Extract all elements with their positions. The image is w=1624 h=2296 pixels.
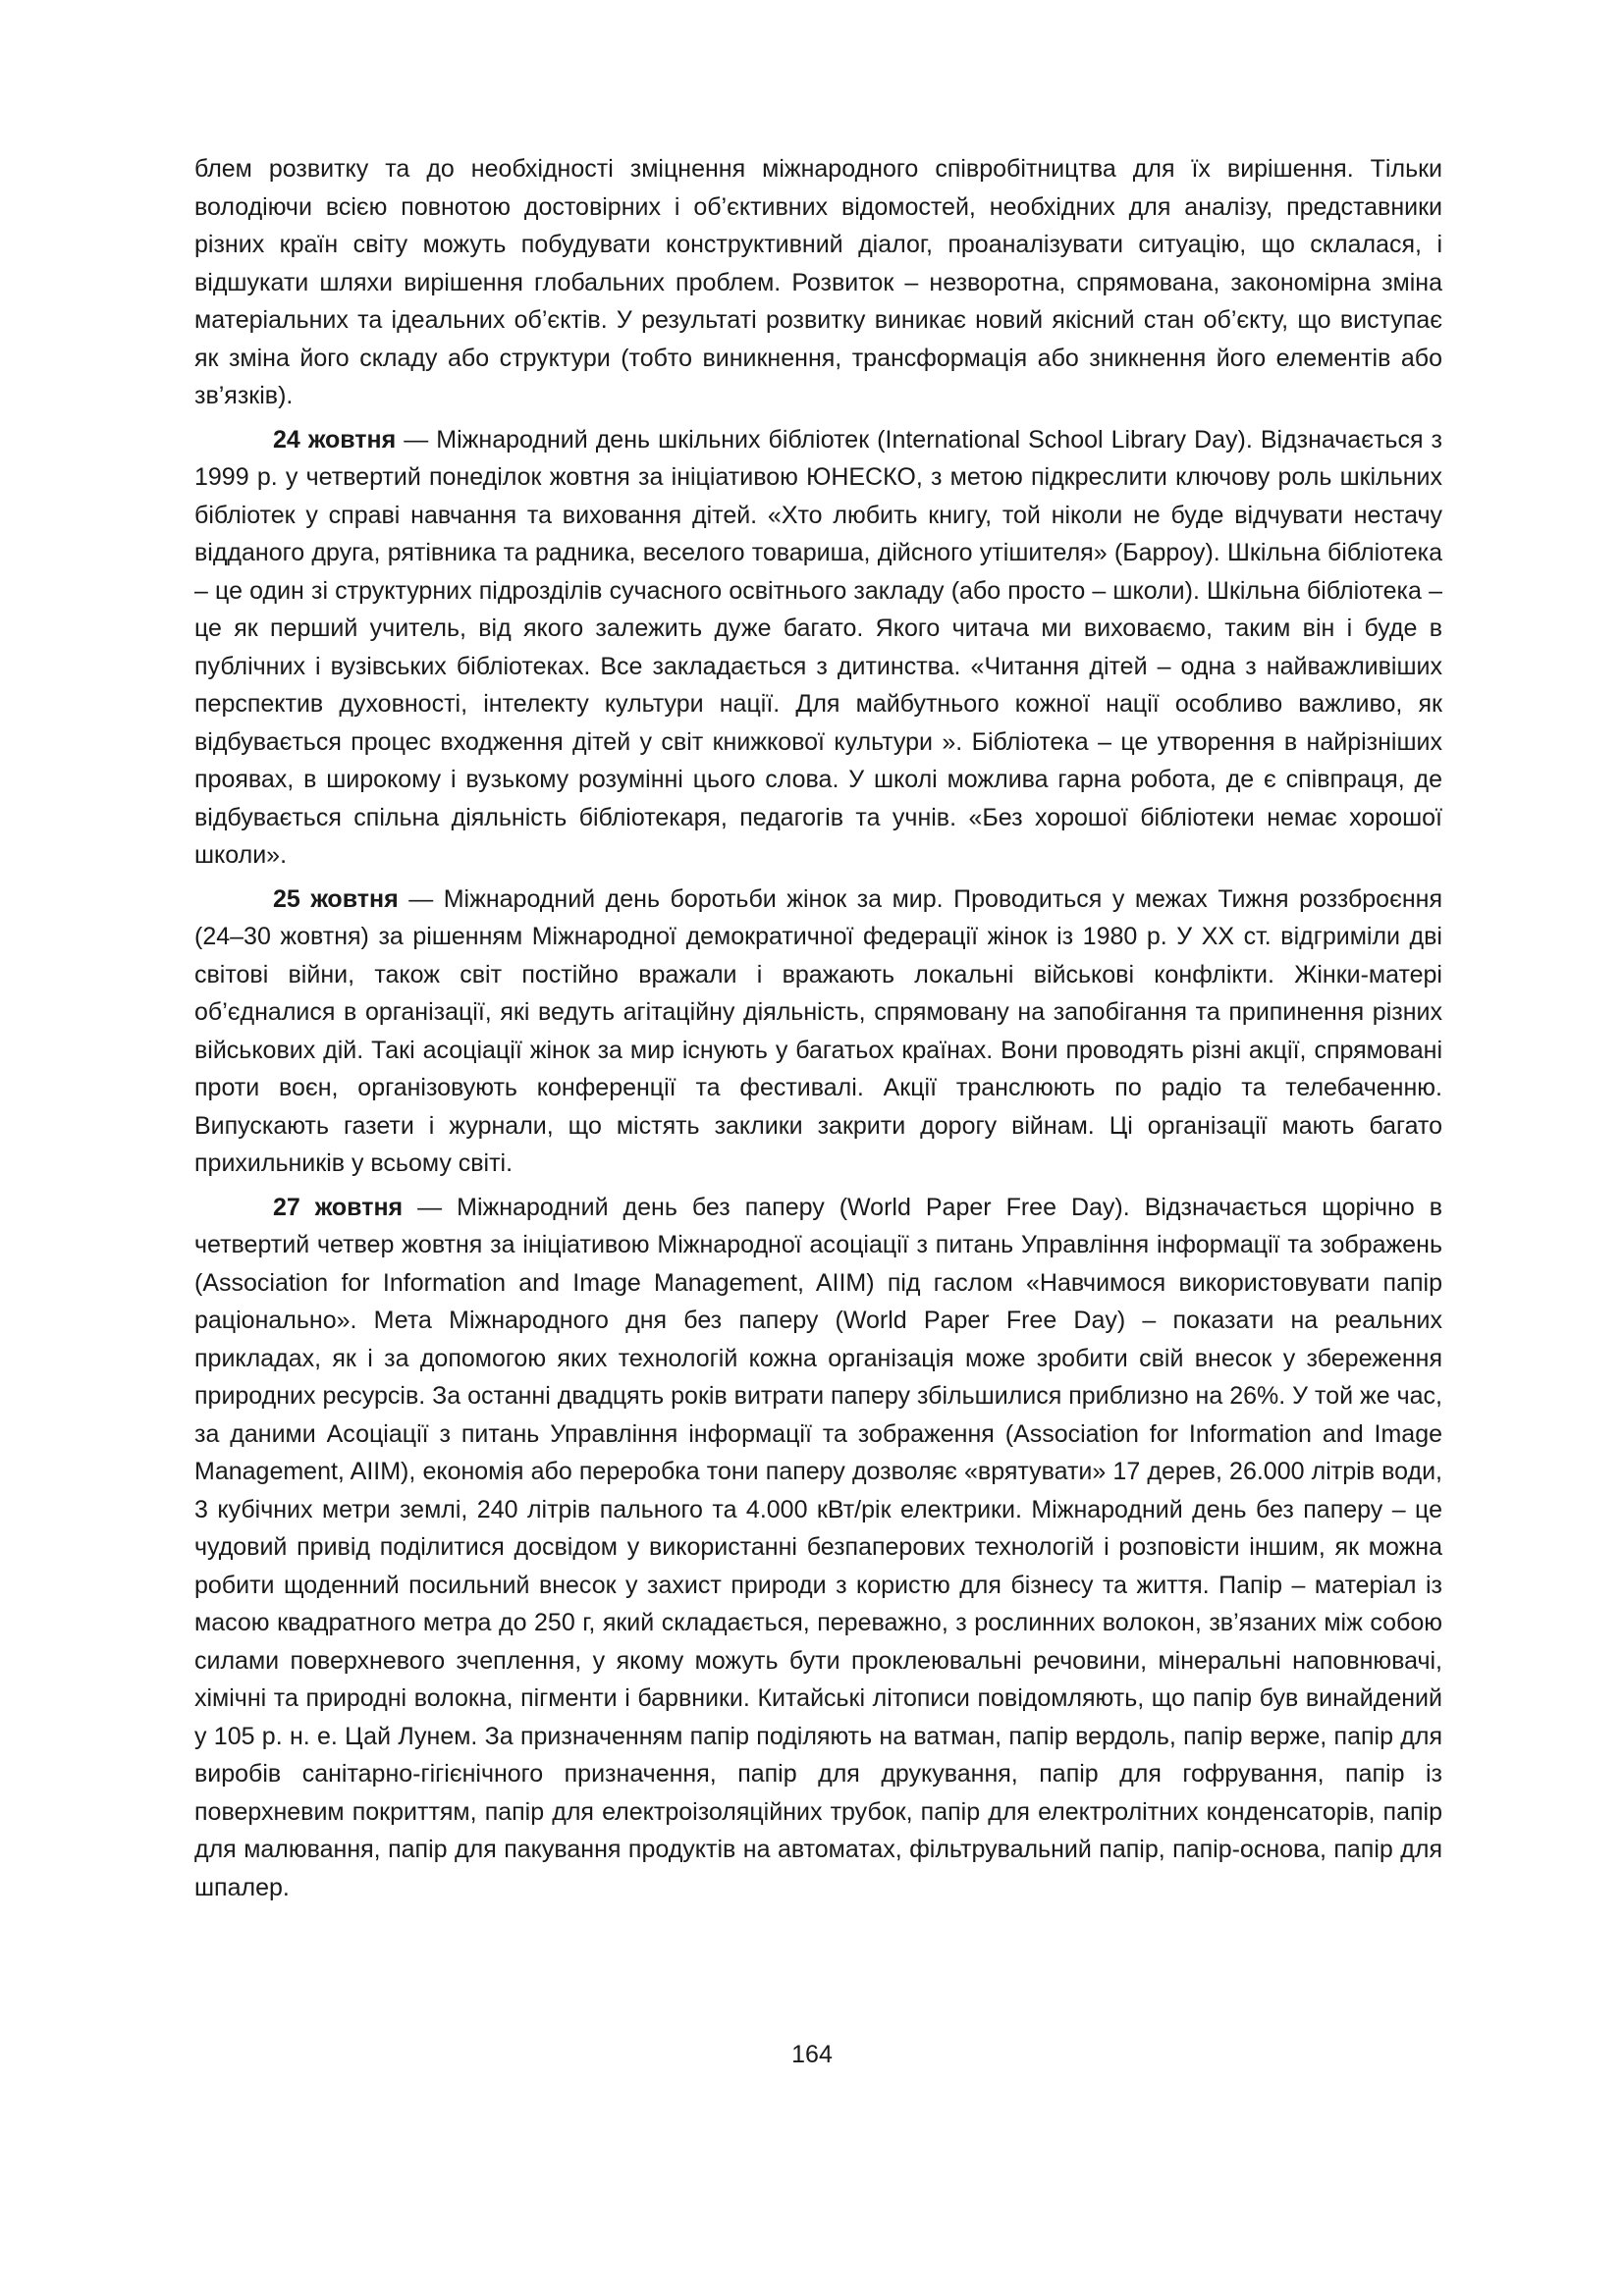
page-number: 164	[791, 2041, 833, 2068]
paragraph-text: — Міжнародний день боротьби жінок за мир. Проводиться у межах Тижня роззброєння (24–30 жовтня) за рішенням Міжнародної демократичної федерації жінок із 1980 р. У XX ст. відгриміли дві світові війни, також світ постійно вражали і вражають локальні військові конфлікти. Жінки-матері об’єдналися в організації, які ведуть агітаційну діяльність, спрямовану на запобігання та припинення різних військових дій. Такі асоціації жінок за мир існують у багатьох країнах. Вони проводять різні акції, спрямовані проти воєн, організовують конференції та фестивалі. Акції транслюють по радіо та телебаченню. Випускають газети і журнали, що містять заклики закрити дорогу війнам. Ці організації мають багато прихильників у всьому світі.	[194, 884, 1442, 1177]
paragraph-oct-25	[194, 881, 1442, 1183]
paragraph-text: блем розвитку та до необхідності зміцнення міжнародного співробітництва для їх вирішення. Тільки володіючи всією повнотою достовірних і об’єктивних відомостей, необхідних для аналізу, представники різних країн світу можуть побудувати конструктивний діалог, проаналізувати ситуацію, що склалася, і відшукати шляхи вирішення глобальних проблем. Розвиток – незворотна, спрямована, закономірна зміна матеріальних та ідеальних об’єктів. У результаті розвитку виникає новий якісний стан об’єкту, що виступає як зміна його складу або структури (тобто виникнення, трансформація або зникнення його елементів або зв’язків).	[194, 155, 1442, 409]
date-heading: 27 жовтня	[273, 1193, 404, 1221]
date-heading: 25 жовтня	[273, 884, 399, 913]
paragraph-oct-24	[194, 421, 1442, 875]
paragraph-text: — Міжнародний день шкільних бібліотек (International School Library Day). Відзначається з 1999 р. у четвертий понеділок жовтня за ініціативою ЮНЕСКО, з метою підкреслити ключову роль шкільних бібліотек у справі навчання та виховання дітей. «Хто любить книгу, той ніколи не буде відчувати нестачу відданого друга, рятівника та радника, веселого товариша, дійсного утішителя» (Барроу). Шкільна бібліотека – це один зі структурних підрозділів сучасного освітнього закладу (або просто – школи). Шкільна бібліотека – це як перший учитель, від якого залежить дуже багато. Якого читача ми виховаємо, таким він і буде в публічних і вузівських бібліотеках. Все закладається з дитинства. «Читання дітей – одна з найважливіших перспектив духовності, інтелекту культури нації. Для майбутнього кожної нації особливо важливо, як відбувається процес входження дітей у світ книжкової культури ». Бібліотека – це утворення в найрізніших проявах, в широкому і вузькому розумінні цього слова. У школі можлива гарна робота, де є співпраця, де відбувається спільна діяльність бібліотекаря, педагогів та учнів. «Без хорошої бібліотеки немає хорошої школи».	[194, 425, 1442, 869]
paragraph-continuation	[194, 150, 1442, 415]
paragraph-oct-27	[194, 1189, 1442, 1907]
date-heading: 24 жовтня	[273, 425, 397, 454]
page-body	[194, 150, 1442, 1906]
paragraph-text: — Міжнародний день без паперу (World Paper Free Day). Відзначається щорічно в четвертий четвер жовтня за ініціативою Міжнародної асоціації з питань Управління інформації та зображень (Association for Information and Image Management, AIIM) під гаслом «Навчимося використовувати папір раціонально». Мета Міжнародного дня без паперу (World Paper Free Day) – показати на реальних прикладах, як і за допомогою яких технологій кожна організація може зробити свій внесок у збереження природних ресурсів. За останні двадцять років витрати паперу збільшилися приблизно на 26%. У той же час, за даними Асоціації з питань Управління інформації та зображення (Association for Information and Image Management, AIIM), економія або переробка тони паперу дозволяє «врятувати» 17 дерев, 26.000 літрів води, 3 кубічних метри землі, 240 літрів пального та 4.000 кВт/рік електрики. Міжнародний день без паперу – це чудовий привід поділитися досвідом у використанні безпаперових технологій і розповісти іншим, як можна робити щоденний посильний внесок у захист природи з користю для бізнесу та життя. Папір – матеріал із масою квадратного метра до 250 г, який складається, переважно, з рослинних волокон, зв’язаних між собою силами поверхневого зчеплення, у якому можуть бути проклеювальні речовини, мінеральні наповнювачі, хімічні та природні волокна, пігменти і барвники. Китайські літописи повідомляють, що папір був винайдений у 105 р. н. е. Цай Лунем. За призначенням папір поділяють на ватман, папір вердоль, папір верже, папір для виробів санітарно-гігієнічного призначення, папір для друкування, папір для гофрування, папір із поверхневим покриттям, папір для електроізоляційних трубок, папір для електролітних конденсаторів, папір для малювання, папір для пакування продуктів на автоматах, фільтрувальний папір, папір-основа, папір для шпалер.	[194, 1193, 1442, 1901]
